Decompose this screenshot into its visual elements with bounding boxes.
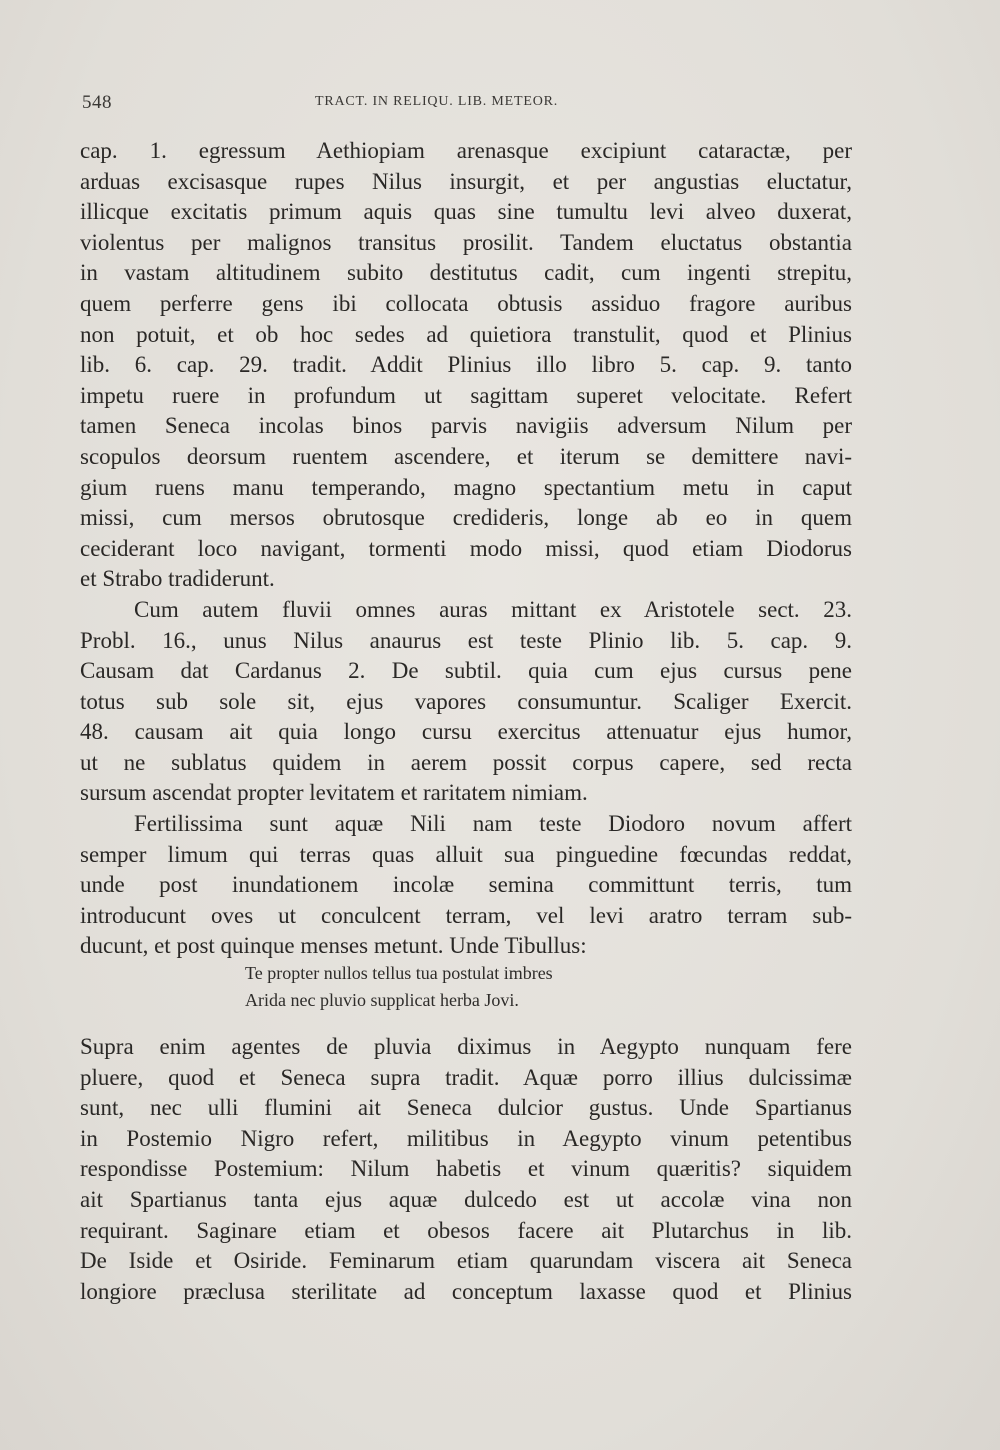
main-text-continued: [80, 1032, 852, 1307]
text-line: gium ruens manu temperando, magno spectantium metu in caput: [80, 474, 852, 500]
text-line: totus sub sole sit, ejus vapores consumuntur. Scaliger Exercit.: [80, 688, 852, 714]
text-line: scopulos deorsum ruentem ascendere, et iterum se demittere navi-: [80, 443, 852, 469]
text-line: Fertilissima sunt aquæ Nili nam teste Diodoro novum affert: [134, 811, 852, 837]
text-line: sunt, nec ulli flumini ait Seneca dulcior gustus. Unde Spartianus: [80, 1095, 852, 1121]
verse-line: Te propter nullos tellus tua postulat imbres: [245, 963, 553, 983]
text-line: tamen Seneca incolas binos parvis navigiis adversum Nilum per: [80, 413, 852, 439]
text-line: non potuit, et ob hoc sedes ad quietiora transtulit, quod et Plinius: [80, 321, 852, 347]
verse-line: Arida nec pluvio supplicat herba Jovi.: [245, 990, 519, 1010]
text-line: illicque excitatis primum aquis quas sine tumultu levi alveo duxerat,: [80, 199, 852, 225]
text-line: cap. 1. egressum Aethiopiam arenasque excipiunt cataractæ, per: [80, 138, 852, 163]
text-line: ceciderant loco navigant, tormenti modo missi, quod etiam Diodorus: [80, 535, 852, 561]
text-line: arduas excisasque rupes Nilus insurgit, et per angustias eluctatur,: [80, 168, 852, 194]
text-line: in vastam altitudinem subito destitutus cadit, cum ingenti strepitu,: [80, 260, 852, 286]
text-line: ut ne sublatus quidem in aerem possit corpus capere, sed recta: [80, 749, 852, 775]
text-line: missi, cum mersos obrutosque credideris, longe ab eo in quem: [80, 505, 852, 531]
text-line: longiore præclusa sterilitate ad conceptum laxasse quod et Plinius: [80, 1278, 852, 1304]
text-line: requirant. Saginare etiam et obesos facere ait Plutarchus in lib.: [80, 1217, 852, 1243]
text-line: Probl. 16., unus Nilus anaurus est teste Plinio lib. 5. cap. 9.: [80, 627, 852, 653]
text-line: et Strabo tradiderunt.: [80, 566, 275, 592]
verse-quote: [245, 960, 705, 1014]
text-line: in Postemio Nigro refert, militibus in Aegypto vinum petentibus: [80, 1125, 852, 1151]
text-line: sursum ascendat propter levitatem et raritatem nimiam.: [80, 780, 588, 806]
text-line: respondisse Postemium: Nilum habetis et vinum quæritis? siquidem: [80, 1156, 852, 1182]
text-line: violentus per malignos transitus prosilit. Tandem eluctatus obstantia: [80, 229, 852, 255]
text-line: ait Spartianus tanta ejus aquæ dulcedo est ut accolæ vina non: [80, 1186, 852, 1212]
text-line: semper limum qui terras quas alluit sua pinguedine fœcundas reddat,: [80, 841, 852, 867]
text-line: lib. 6. cap. 29. tradit. Addit Plinius illo libro 5. cap. 9. tanto: [80, 352, 852, 378]
text-line: introducunt oves ut conculcent terram, vel levi aratro terram sub-: [80, 902, 852, 928]
text-line: Cum autem fluvii omnes auras mittant ex Aristotele sect. 23.: [134, 596, 852, 622]
text-line: ducunt, et post quinque menses metunt. Unde Tibullus:: [80, 933, 587, 959]
text-line: De Iside et Osiride. Feminarum etiam quarundam viscera ait Seneca: [80, 1248, 852, 1274]
text-line: Causam dat Cardanus 2. De subtil. quia cum ejus cursus pene: [80, 658, 852, 684]
main-text: [80, 136, 852, 962]
running-head: [82, 92, 852, 116]
running-title: TRACT. IN RELIQU. LIB. METEOR.: [315, 94, 559, 109]
text-line: pluere, quod et Seneca supra tradit. Aquæ porro illius dulcissimæ: [80, 1064, 852, 1090]
text-line: unde post inundationem incolæ semina committunt terris, tum: [80, 872, 852, 898]
text-line: impetu ruere in profundum ut sagittam superet velocitate. Refert: [80, 382, 852, 408]
text-line: 48. causam ait quia longo cursu exercitus attenuatur ejus humor,: [80, 719, 852, 745]
page-number: 548: [82, 92, 112, 113]
text-line: quem perferre gens ibi collocata obtusis assiduo fragore auribus: [80, 290, 852, 316]
text-line: Supra enim agentes de pluvia diximus in Aegypto nunquam fere: [80, 1034, 852, 1059]
